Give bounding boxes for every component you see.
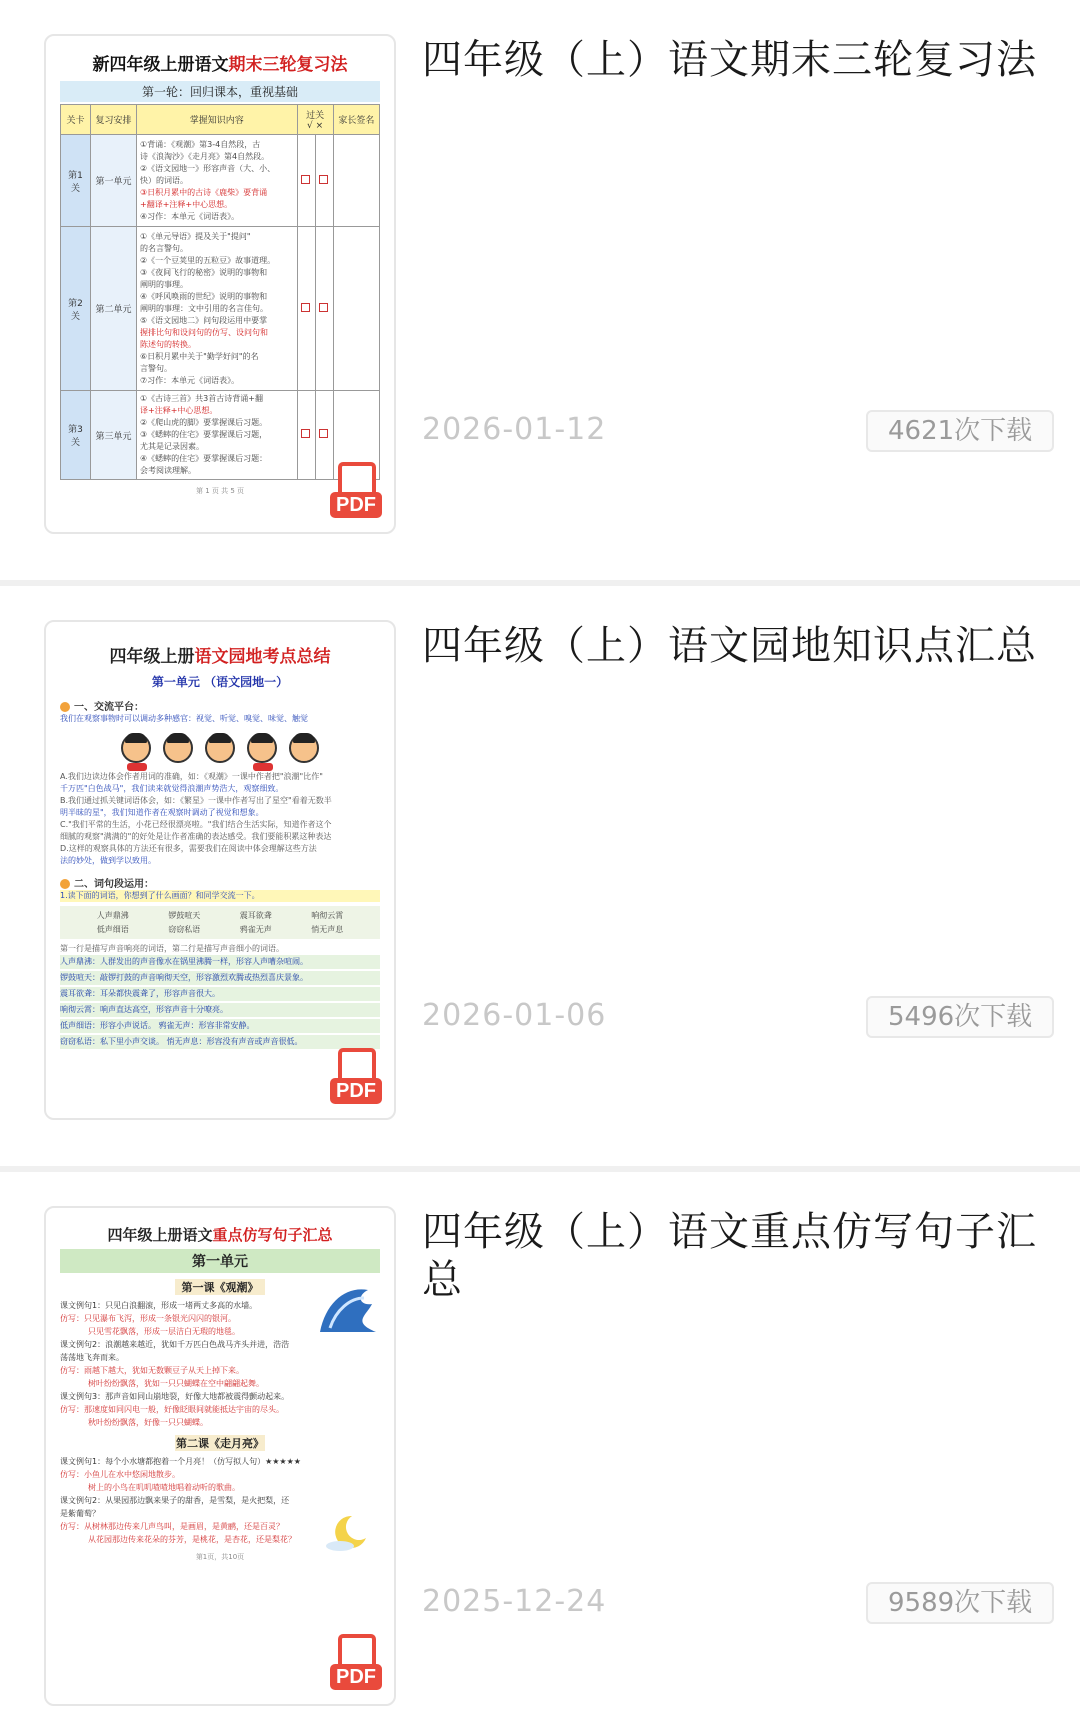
download-count-badge: 9589次下载 [866, 1582, 1054, 1624]
document-thumbnail[interactable]: 四年级上册语文园地考点总结 第一单元 （语文园地一） 一、交流平台： 我们在观察事物时可以调动多种感官：视觉、听觉、嗅觉、味觉、触觉 A.我们边读边体会作者用词的准确，如：《观潮》一课中作者把"浪潮"比作" 千万匹"白色战马"，我们读来就觉得浪潮声势浩大，观察细致。 B.我们通过抓关键词语体会，如：《繁星》一课中作者写出了星空"看着无数半 明半昧的星"，我们知道作者在观察时调动了视觉和想象。 C."我们平常的生活，小花已经很漂亮啦。"我们结合生活实际，知道作者这个 细腻的观察"满满的"的好处是让作者准确的表达感受。我们要能积累这种表达 D.这样的观察具体的方法还有很多，需要我们在阅读中体会理解这些方法 法的妙处，做到学以致用。 二、词句段运用： 1.读下面的词语，你想到了什么画面？和同学交流一下。 人声鼎沸 锣鼓喧天 震耳欲聋 响彻云霄 低声细语 窃窃私语 鸦雀无声 悄无声息 第一行是描写声音响亮的词语，第二行是描写声音细小的词语。 人声鼎沸：人群发出的声音像水在锅里沸腾一样，形容人声嘈杂喧闹。 锣鼓喧天：敲锣打鼓的声音响彻天空，形容激烈欢腾或热烈喜庆景象。 震耳欲聋：耳朵都快震聋了，形容声音很大。 响彻云霄：响声直达高空，形容声音十分嘹亮。 低声细语：形容小声说话。 鸦雀无声：形容非常安静。 窃窃私语：私下里小声交谈。 悄无声息：形容没有声音或声音很低。 PDF [44, 620, 396, 1120]
item-date: 2025-12-24 [422, 1584, 607, 1619]
doc-section: 一、交流平台： [60, 698, 380, 713]
illustration-faces [60, 733, 380, 763]
document-thumbnail[interactable]: 四年级上册语文重点仿写句子汇总 第一单元 第一课《观潮》 课文例句1：只见白浪翻滚，形成一堵两丈多高的水墙。 仿写：只见瀑布飞泻，形成一条银光闪闪的银河。 只见雪花飘落，形成一层洁白无瑕的地毯。 课文例句2：浪潮越来越近，犹如千万匹白色战马齐头并进，浩浩 荡荡地飞奔而来。 仿写：雨越下越大，犹如无数颗豆子从天上掉下来。 树叶纷纷飘落，犹如一只只蝴蝶在空中翩翩起舞。 课文例句3：那声音如同山崩地裂，好像大地都被震得颤动起来。 仿写：那速度如同闪电一般，好像眨眼间就能抵达宇宙的尽头。 秋叶纷纷飘落，好像一只只蝴蝶。 第二课《走月亮》 课文例句1：每个小水塘都抱着一个月亮！（仿写拟人句）★★★★★ 仿写：小鱼儿在水中悠闲地散步。 树上的小鸟在叽叽喳喳地唱着动听的歌曲。 课文例句2：从果园那边飘来果子的甜香，是雪梨，是火把梨，还 是紫葡萄？ 仿写：从树林那边传来几声鸟叫，是画眉，是黄鹂，还是百灵？ 从花园那边传来花朵的芬芳，是桃花，是杏花，还是梨花？ 第1页，共10页 PDF [44, 1206, 396, 1706]
doc-section: 二、词句段运用： [60, 875, 380, 890]
doc-unit: 第一单元 [60, 1249, 380, 1273]
item-title[interactable]: 四年级（上）语文园地知识点汇总 [422, 623, 1037, 669]
doc-title: 四年级上册语文园地考点总结 [109, 647, 331, 667]
list-item[interactable] [0, 1172, 1080, 1718]
download-count-badge: 4621次下载 [866, 410, 1054, 452]
review-table: 关卡 复习安排 掌握知识内容 过关 √ × 家长签名 第1关 第一单元 ①背诵：《观潮》第3-4自然段，古 诗《浪淘沙》《走月亮》第4自然段。 ②《语文园地一》形容声音（大、小、 快）的词语。 ③日积月累中的古诗《鹿柴》要背诵 +翻译+注释+中心思想。 ④习作：本单元《词语表》。 第2关 第二单元 ①《单元导语》提及关于"提问" 的名言警句。 ②《一个豆荚里的五粒豆》故事道理。 ③《夜间飞行的秘密》说明的事物和 阐明的事理。 ④《呼风唤雨的世纪》说明的事物和 阐明的事理：文中引用的名言佳句。 ⑤《语文园地二》问句段运用中要掌 握排比句和设问句的仿写、设问句和 陈述句的转换。 ⑥日积月累中关于"勤学好问"的名 言警句。 ⑦习作：本单元《词语表》。 第3关 第三单元 ①《古诗三首》共3首古诗背诵+翻 译+注释+中心思想。 ②《爬山虎的脚》要掌握课后习题。 ③《蟋蟀的住宅》要掌握课后习题， 尤其是记录因素。 ④《蟋蟀的住宅》要掌握课后习题： 会考阅读理解。 [60, 104, 380, 480]
doc-unit: 第一单元 （语文园地一） [151, 675, 289, 689]
doc-title: 新四年级上册语文期末三轮复习法 [92, 55, 348, 75]
word-grid: 人声鼎沸 锣鼓喧天 震耳欲聋 响彻云霄 低声细语 窃窃私语 鸦雀无声 悄无声息 [60, 906, 380, 939]
doc-lesson: 第二课《走月亮》 [176, 1437, 264, 1450]
pdf-icon: PDF [330, 1048, 382, 1104]
list-item[interactable] [0, 0, 1080, 586]
item-title[interactable]: 四年级（上）语文重点仿写句子汇总 [422, 1209, 1037, 1303]
download-count-badge: 5496次下载 [866, 996, 1054, 1038]
wave-illustration [316, 1282, 380, 1336]
page-number: 第 1 页 共 5 页 [195, 487, 245, 495]
item-date: 2026-01-12 [422, 412, 607, 447]
moon-illustration [324, 1512, 370, 1552]
page-number: 第1页，共10页 [195, 1553, 245, 1561]
document-thumbnail[interactable] [44, 34, 396, 534]
doc-lesson: 第一课《观潮》 [175, 1279, 265, 1295]
item-title[interactable]: 四年级（上）语文期末三轮复习法 [422, 37, 1037, 83]
item-date: 2026-01-06 [422, 998, 607, 1033]
doc-subtitle: 第一轮：回归课本，重视基础 [60, 81, 380, 102]
list-item[interactable] [0, 586, 1080, 1172]
doc-title: 四年级上册语文重点仿写句子汇总 [107, 1226, 333, 1244]
pdf-icon: PDF [330, 1634, 382, 1690]
pdf-icon: PDF [330, 462, 382, 518]
